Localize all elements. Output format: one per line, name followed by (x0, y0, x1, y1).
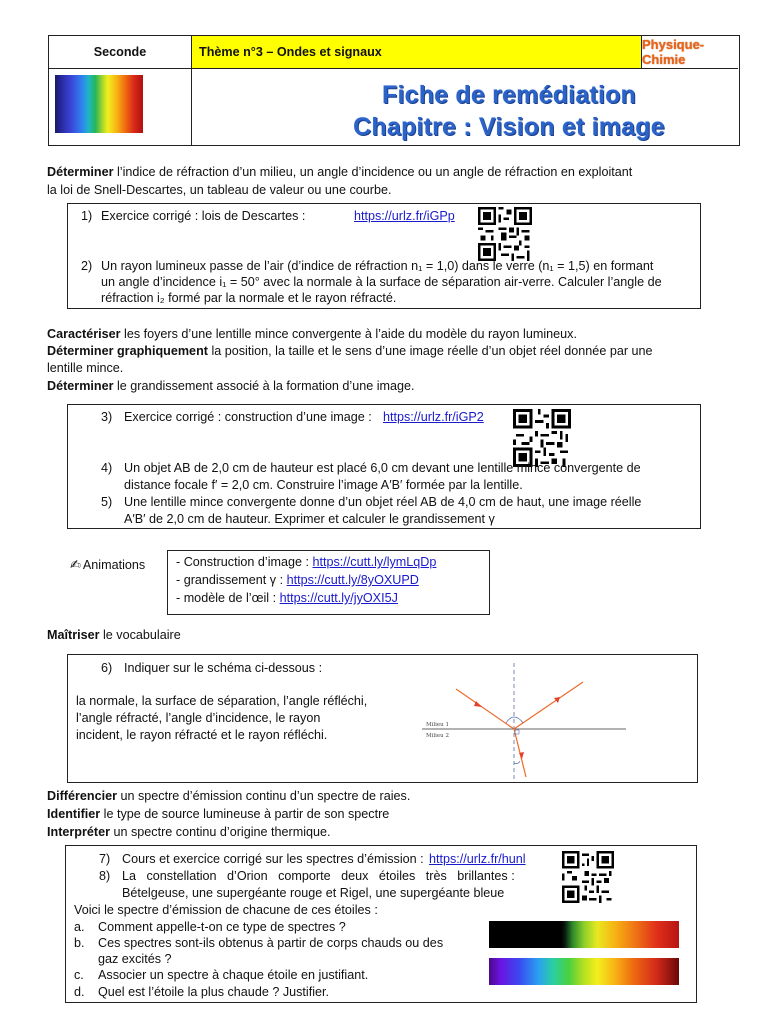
exercise-box-2 (67, 404, 701, 529)
angle-arc-reflection (514, 717, 523, 723)
question-c: Associer un spectre à chaque étoile en justifiant. (98, 968, 369, 982)
objective-verb: Déterminer graphiquement (47, 344, 208, 358)
header-table (48, 35, 740, 146)
reflected-arrow-icon (554, 697, 560, 703)
title-line-2: Chapitre : Vision et image (353, 113, 665, 141)
level-cell (49, 36, 192, 69)
exercise-box-1 (67, 203, 701, 309)
question-a-letter: a. (74, 920, 85, 934)
spectra-intro: Voici le spectre d’émission de chacune de ces étoiles : (74, 903, 378, 917)
exercise-1-link[interactable]: https://urlz.fr/iGPp (354, 209, 455, 223)
exercise-7-number: 7) (99, 852, 111, 866)
objective-4-line-3 (47, 824, 331, 841)
objective-verb: Caractériser (47, 327, 121, 341)
question-b-line-1: Ces spectres sont-ils obtenus à partir de corps chauds ou des (98, 936, 444, 950)
exercise-2-line-2: un angle d’incidence i₁ = 50° avec la normale à la surface de séparation air-verre. Calculer l’angle de (101, 275, 662, 289)
refraction-diagram (420, 659, 632, 781)
theme-cell (192, 36, 642, 69)
objective-text: la position, la taille et le sens d’une image réelle d’un objet réel donnée par une (207, 344, 653, 358)
objective-text: un spectre d’émission continu d’un spectre de raies. (117, 789, 411, 803)
medium-1-label: Milieu 1 (426, 722, 449, 728)
reflected-ray (514, 682, 583, 729)
spectrum-betelgeuse (489, 921, 679, 948)
exercise-8-line-2: Bételgeuse, une supergéante rouge et Rigel, une supergéante bleue (122, 886, 505, 900)
exercise-box-4 (65, 845, 697, 1003)
exercise-6-number: 6) (101, 661, 113, 675)
angle-arc-incidence (506, 717, 514, 723)
objective-verb: Différencier (47, 789, 117, 803)
exercise-2-line-1: Un rayon lumineux passe de l’air (d’indice de réfraction n₁ = 1,0) dans le verre (n₁ = 1,5) en formant (101, 259, 654, 273)
animation-item-1-label: - Construction d’image : (176, 555, 309, 569)
animations-label (70, 556, 145, 574)
question-d: Quel est l’étoile la plus chaude ? Justifier. (98, 985, 330, 999)
objective-verb: Maîtriser (47, 628, 100, 642)
animation-item-3 (176, 590, 398, 607)
objective-2-line-4 (47, 378, 415, 395)
incident-ray (456, 689, 514, 729)
qr-code-icon (478, 207, 532, 261)
spectrum-rigel (489, 958, 679, 985)
exercise-8-line-1: La constellation d’Orion comporte deux étoiles très brillantes : (122, 869, 515, 883)
animation-link-2[interactable]: https://cutt.ly/8yOXUPD (286, 573, 419, 587)
question-b-line-2: gaz excités ? (98, 952, 172, 966)
objective-3 (47, 627, 181, 644)
objective-verb: Déterminer (47, 379, 114, 393)
spectrum-logo (49, 69, 192, 145)
objective-text: les foyers d’une lentille mince convergente à l’aide du modèle du rayon lumineux. (120, 327, 577, 341)
exercise-3-link[interactable]: https://urlz.fr/iGP2 (383, 410, 484, 424)
exercise-5-number: 5) (101, 495, 113, 509)
angle-arc-refraction (514, 761, 520, 764)
animation-item-2 (176, 572, 419, 589)
question-c-letter: c. (74, 968, 84, 982)
exercise-1-text: Exercice corrigé : lois de Descartes : (101, 209, 306, 223)
objective-4-line-1 (47, 788, 410, 805)
exercise-1-number: 1) (81, 209, 93, 223)
exercise-6-body-3: incident, le rayon réfracté et le rayon réfléchi. (76, 728, 328, 742)
objective-1-line-2: la loi de Snell-Descartes, un tableau de valeur ou une courbe. (47, 183, 392, 197)
subject-label: Physique-Chimie (642, 37, 705, 67)
objective-2-line-3: lentille mince. (47, 361, 124, 375)
title-line-1: Fiche de remédiation (381, 81, 637, 109)
exercise-box-3 (67, 654, 698, 783)
objective-4-line-2 (47, 806, 389, 823)
objective-2-line-2 (47, 343, 653, 360)
animation-link-1[interactable]: https://cutt.ly/lymLqDp (312, 555, 437, 569)
exercise-6-body-1: la normale, la surface de séparation, l’angle réfléchi, (76, 694, 368, 708)
exercise-7-link[interactable]: https://urlz.fr/hunl (429, 852, 526, 866)
objective-1-line-1 (47, 164, 632, 181)
exercise-6-text: Indiquer sur le schéma ci-dessous : (124, 661, 323, 675)
animation-link-3[interactable]: https://cutt.ly/jyOXI5J (279, 591, 398, 605)
exercise-5-line-1: Une lentille mince convergente donne d’un objet réel AB de 4,0 cm de haut, une image réelle (124, 495, 642, 509)
animation-item-2-label: - grandissement γ : (176, 573, 284, 587)
animations-label-text: Animations (82, 558, 146, 572)
exercise-8-number: 8) (99, 869, 111, 883)
subject-cell (642, 36, 738, 69)
objective-verb: Déterminer (47, 165, 114, 179)
exercise-2-line-3: réfraction i₂ formé par la normale et le rayon réfracté. (101, 291, 397, 305)
objective-text: le vocabulaire (99, 628, 181, 642)
exercise-5-line-2: A′B′ de 2,0 cm de hauteur. Exprimer et calculer le grandissement γ (124, 512, 495, 526)
exercise-4-line-1: Un objet AB de 2,0 cm de hauteur est placé 6,0 cm devant une lentille mince convergente de (124, 461, 641, 475)
refracted-arrow-icon (519, 752, 524, 759)
hand-pointer-icon: ✍ (70, 557, 81, 572)
exercise-3-number: 3) (101, 410, 113, 424)
animations-box (167, 550, 490, 615)
theme-label: Thème n°3 – Ondes et signaux (199, 45, 382, 59)
objective-text: un spectre continu d’origine thermique. (110, 825, 331, 839)
exercise-6-body-2: l’angle réfracté, l’angle d’incidence, le rayon (76, 711, 321, 725)
level-label: Seconde (93, 45, 147, 59)
exercise-2-number: 2) (81, 259, 93, 273)
exercise-3-text: Exercice corrigé : construction d’une image : (124, 410, 372, 424)
objective-verb: Identifier (47, 807, 101, 821)
medium-2-label: Milieu 2 (426, 733, 449, 739)
qr-code-icon (513, 409, 571, 467)
objective-2-line-1 (47, 326, 577, 343)
question-b-letter: b. (74, 936, 85, 950)
exercise-7-text: Cours et exercice corrigé sur les spectres d’émission : (122, 852, 424, 866)
question-d-letter: d. (74, 985, 85, 999)
objective-verb: Interpréter (47, 825, 110, 839)
question-a: Comment appelle-t-on ce type de spectres ? (98, 920, 346, 934)
exercise-4-line-2: distance focale f′ = 2,0 cm. Construire l’image A′B′ formée par la lentille. (124, 478, 523, 492)
objective-text: le grandissement associé à la formation d’une image. (113, 379, 415, 393)
qr-code-icon (561, 851, 615, 903)
objective-text: l’indice de réfraction d’un milieu, un angle d’incidence ou un angle de réfraction en exploitant (113, 165, 633, 179)
objective-text: le type de source lumineuse à partir de son spectre (100, 807, 390, 821)
animation-item-3-label: - modèle de l’œil : (176, 591, 277, 605)
exercise-4-number: 4) (101, 461, 113, 475)
animation-item-1 (176, 554, 436, 571)
